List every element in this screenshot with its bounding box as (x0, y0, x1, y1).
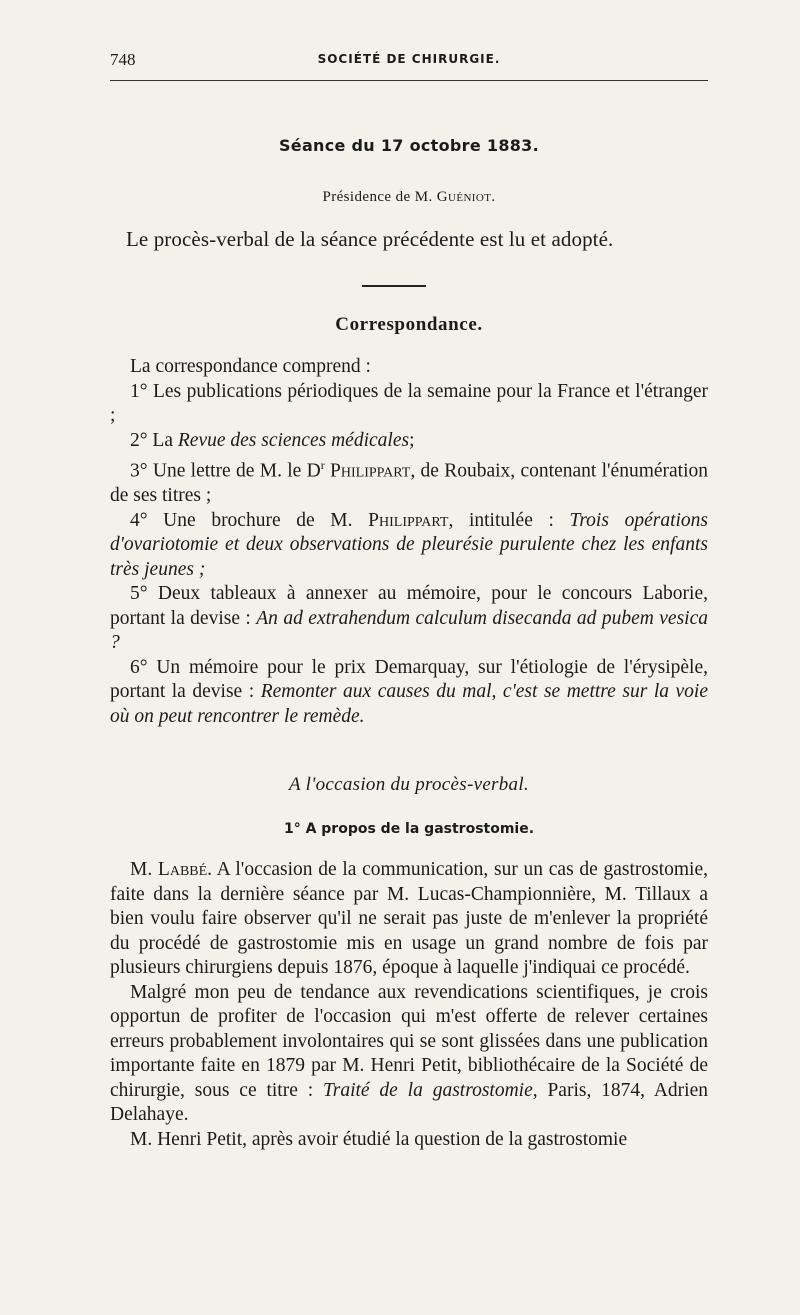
paragraph-henri-petit: M. Henri Petit, après avoir étudié la question de la gastrostomie (130, 1128, 628, 1150)
item-6-text: 6° Un mémoire pour le prix Demarquay, sur l'étiologie de l'érysipèle, portant la devise : (110, 656, 708, 702)
section-separator (362, 285, 426, 287)
item-4-text-b: , intitulée : (448, 509, 570, 531)
item-3-text-b: , de Roubaix, contenant l'énumération de ses titres ; (110, 460, 708, 506)
session-title: Séance du 17 octobre 1883. (278, 136, 539, 155)
item-2-title: Revue des sciences médicales (177, 429, 410, 451)
presidence-prefix: Présidence de M. (322, 189, 437, 205)
item-4-name: Philippart (368, 509, 449, 531)
gastrostomie-subheading: 1° A propos de la gastrostomie. (283, 821, 535, 837)
item-4-text-a: 4° Une brochure de M. (130, 509, 369, 531)
gastrostomie-body (110, 858, 708, 1152)
p2-title: Traité de la gastrostomie (322, 1079, 533, 1101)
presidence-suffix: . (491, 189, 496, 205)
item-6-motto: Remonter aux causes du mal, c'est se mettre sur la voie où on peut rencontrer le remède. (110, 681, 708, 727)
correspondance-item-4 (110, 509, 708, 583)
item-3-sup: r (320, 458, 325, 472)
paragraph-revendications (110, 981, 708, 1128)
p2-text: Malgré mon peu de tendance aux revendications scientifiques, je crois opportun de profiter de l'occasion qui m'est offerte de relever certaines erreurs probablement involontaires qui se sont glissées dans une publication importante faite en 1879 par M. Henri Petit, bibliothécaire de la Société de chirurgie, sous ce titre : (110, 981, 708, 1101)
president-name: Guéniot (436, 189, 492, 205)
presidence-line (110, 189, 708, 206)
adoption-statement: Le procès-verbal de la séance précédente est lu et adopté. (126, 227, 614, 251)
correspondance-item-6 (110, 656, 708, 730)
correspondance-intro: La correspondance comprend : (130, 356, 371, 377)
page-number: 748 (110, 50, 136, 69)
p2-end: , Paris, 1874, Adrien Delahaye. (110, 1079, 708, 1125)
proces-verbal-heading: A l'occasion du procès-verbal. (289, 774, 529, 795)
item-5-motto: An ad extrahendum calculum disecanda ad pubem vesica ? (110, 607, 708, 653)
correspondance-item-3 (110, 453, 708, 509)
header-rule (110, 80, 708, 81)
item-2-prefix: 2° La (130, 429, 178, 451)
item-2-suffix: ; (409, 429, 415, 451)
item-3-text-a: 3° Une lettre de M. le D (130, 460, 321, 482)
item-5-text: 5° Deux tableaux à annexer au mémoire, pour le concours Laborie, portant la devise : (110, 583, 708, 629)
correspondance-item-2 (110, 429, 708, 454)
paragraph-labbe (110, 858, 708, 981)
correspondance-body (110, 355, 708, 729)
running-header (110, 50, 708, 72)
p1-text: . A l'occasion de la communication, sur un cas de gastrostomie, faite dans la dernière séance par M. Lucas-Championnière, M. Tillaux a bien voulu faire observer qu'il ne serait pas juste de m'enlever la propriété du procédé de gastrostomie mis en usage un grand nombre de fois par plusieurs chirurgiens depuis 1876, époque à laquelle j'indiquai ce procédé. (110, 859, 708, 978)
p1-prefix: M. (130, 859, 158, 880)
item-3-name: Philippart (330, 460, 411, 482)
correspondance-heading: Correspondance. (335, 314, 483, 335)
item-4-title: Trois opérations d'ovariotomie et deux observations de pleurésie purulente chez les enfants très jeunes ; (110, 509, 708, 580)
correspondance-item-1: 1° Les publications périodiques de la semaine pour la France et l'étranger ; (110, 380, 708, 426)
correspondance-item-5 (110, 582, 708, 656)
running-title: SOCIÉTÉ DE CHIRURGIE. (317, 52, 501, 66)
p1-name: Labbé (157, 859, 208, 880)
